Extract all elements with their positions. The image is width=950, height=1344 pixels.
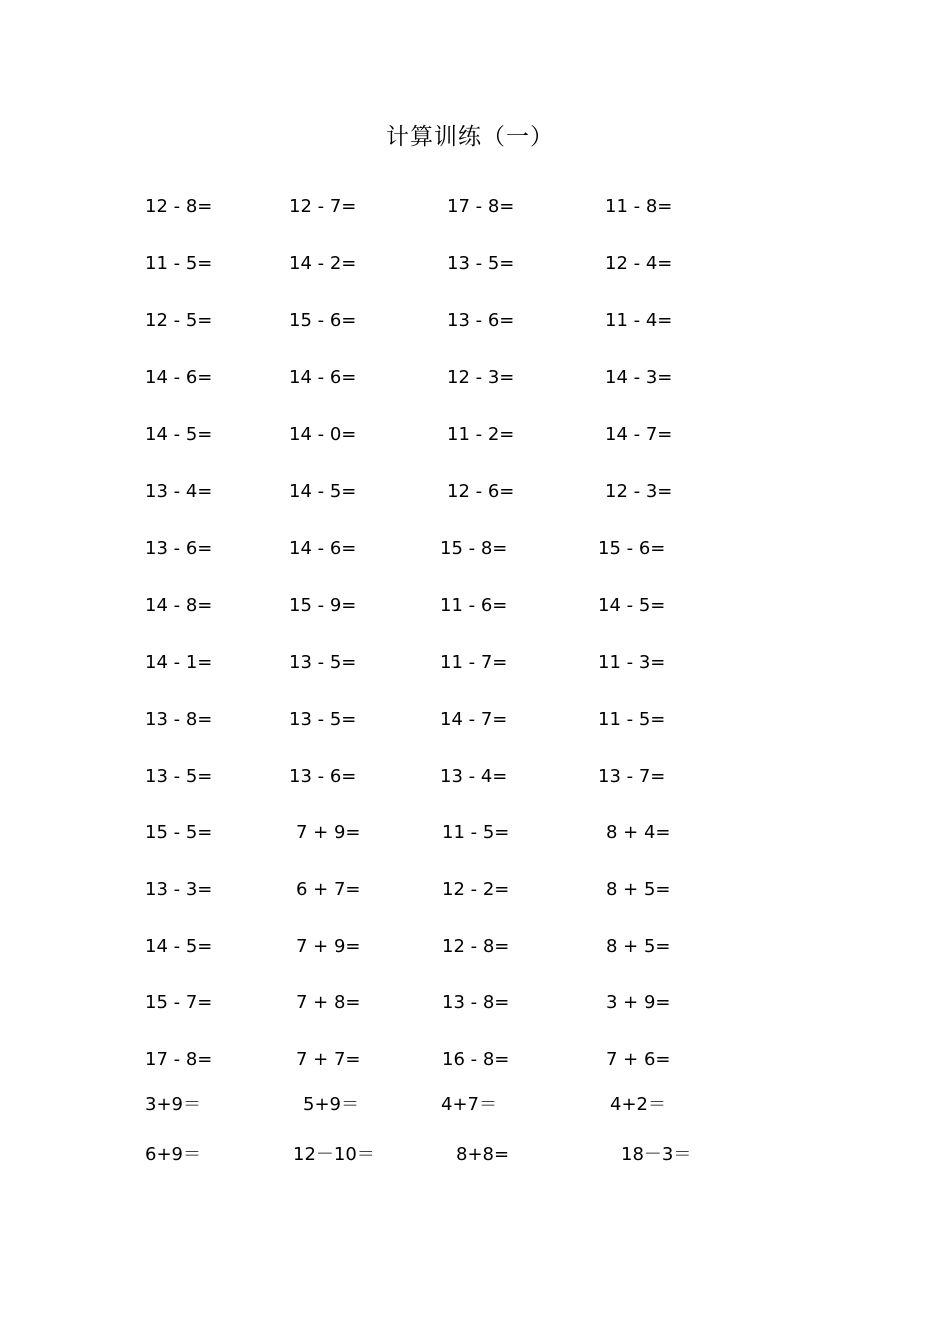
problem-r16-c2: 7 + 7= <box>296 1049 361 1070</box>
problem-r5-c3: 11 - 2= <box>447 424 515 445</box>
problem-r18-c2: 12－10＝ <box>293 1144 375 1165</box>
problem-r11-c3: 13 - 4= <box>440 766 508 787</box>
problem-r6-c1: 13 - 4= <box>145 481 213 502</box>
problem-r7-c1: 13 - 6= <box>145 538 213 559</box>
problem-r1-c1: 12 - 8= <box>145 196 213 217</box>
problem-r5-c4: 14 - 7= <box>605 424 673 445</box>
problem-r2-c1: 11 - 5= <box>145 253 213 274</box>
problem-r16-c1: 17 - 8= <box>145 1049 213 1070</box>
problem-r2-c3: 13 - 5= <box>447 253 515 274</box>
problem-r11-c2: 13 - 6= <box>289 766 357 787</box>
problem-r3-c1: 12 - 5= <box>145 310 213 331</box>
problem-r7-c4: 15 - 6= <box>598 538 666 559</box>
problem-r8-c1: 14 - 8= <box>145 595 213 616</box>
problem-r6-c2: 14 - 5= <box>289 481 357 502</box>
problem-r11-c1: 13 - 5= <box>145 766 213 787</box>
problem-r10-c2: 13 - 5= <box>289 709 357 730</box>
problem-r10-c1: 13 - 8= <box>145 709 213 730</box>
problem-r17-c1: 3+9＝ <box>145 1094 201 1115</box>
problem-r13-c4: 8 + 5= <box>606 879 671 900</box>
problem-r1-c3: 17 - 8= <box>447 196 515 217</box>
problem-r16-c3: 16 - 8= <box>442 1049 510 1070</box>
problem-r18-c4: 18－3＝ <box>621 1144 692 1165</box>
problem-r13-c1: 13 - 3= <box>145 879 213 900</box>
problem-r4-c2: 14 - 6= <box>289 367 357 388</box>
problem-r8-c4: 14 - 5= <box>598 595 666 616</box>
problem-r3-c4: 11 - 4= <box>605 310 673 331</box>
problem-r9-c3: 11 - 7= <box>440 652 508 673</box>
problem-r9-c4: 11 - 3= <box>598 652 666 673</box>
problem-r14-c1: 14 - 5= <box>145 936 213 957</box>
problem-r15-c2: 7 + 8= <box>296 992 361 1013</box>
problem-r11-c4: 13 - 7= <box>598 766 666 787</box>
problem-r6-c4: 12 - 3= <box>605 481 673 502</box>
problem-r17-c2: 5+9＝ <box>303 1094 359 1115</box>
problem-r3-c3: 13 - 6= <box>447 310 515 331</box>
problem-r12-c1: 15 - 5= <box>145 822 213 843</box>
problem-r16-c4: 7 + 6= <box>606 1049 671 1070</box>
problem-r10-c4: 11 - 5= <box>598 709 666 730</box>
problem-r17-c3: 4+7＝ <box>441 1094 497 1115</box>
problem-r10-c3: 14 - 7= <box>440 709 508 730</box>
problem-r9-c1: 14 - 1= <box>145 652 213 673</box>
problem-r18-c3: 8+8= <box>456 1144 510 1165</box>
problem-r13-c3: 12 - 2= <box>442 879 510 900</box>
problem-r4-c1: 14 - 6= <box>145 367 213 388</box>
problem-r2-c4: 12 - 4= <box>605 253 673 274</box>
problem-r14-c2: 7 + 9= <box>296 936 361 957</box>
problem-r6-c3: 12 - 6= <box>447 481 515 502</box>
problem-r5-c2: 14 - 0= <box>289 424 357 445</box>
problem-r8-c3: 11 - 6= <box>440 595 508 616</box>
problem-r5-c1: 14 - 5= <box>145 424 213 445</box>
problem-r1-c2: 12 - 7= <box>289 196 357 217</box>
problem-r18-c1: 6+9＝ <box>145 1144 201 1165</box>
problem-r14-c4: 8 + 5= <box>606 936 671 957</box>
problem-r4-c4: 14 - 3= <box>605 367 673 388</box>
problem-r14-c3: 12 - 8= <box>442 936 510 957</box>
problem-r13-c2: 6 + 7= <box>296 879 361 900</box>
problem-r7-c2: 14 - 6= <box>289 538 357 559</box>
problem-r12-c3: 11 - 5= <box>442 822 510 843</box>
problem-r12-c4: 8 + 4= <box>606 822 671 843</box>
problem-r17-c4: 4+2＝ <box>610 1094 666 1115</box>
problem-r4-c3: 12 - 3= <box>447 367 515 388</box>
page-title: 计算训练（一） <box>386 124 554 150</box>
problem-r15-c3: 13 - 8= <box>442 992 510 1013</box>
problem-r2-c2: 14 - 2= <box>289 253 357 274</box>
problem-r15-c4: 3 + 9= <box>606 992 671 1013</box>
problem-r9-c2: 13 - 5= <box>289 652 357 673</box>
problem-r8-c2: 15 - 9= <box>289 595 357 616</box>
problem-r15-c1: 15 - 7= <box>145 992 213 1013</box>
problem-r7-c3: 15 - 8= <box>440 538 508 559</box>
problem-r12-c2: 7 + 9= <box>296 822 361 843</box>
problem-r1-c4: 11 - 8= <box>605 196 673 217</box>
problem-r3-c2: 15 - 6= <box>289 310 357 331</box>
